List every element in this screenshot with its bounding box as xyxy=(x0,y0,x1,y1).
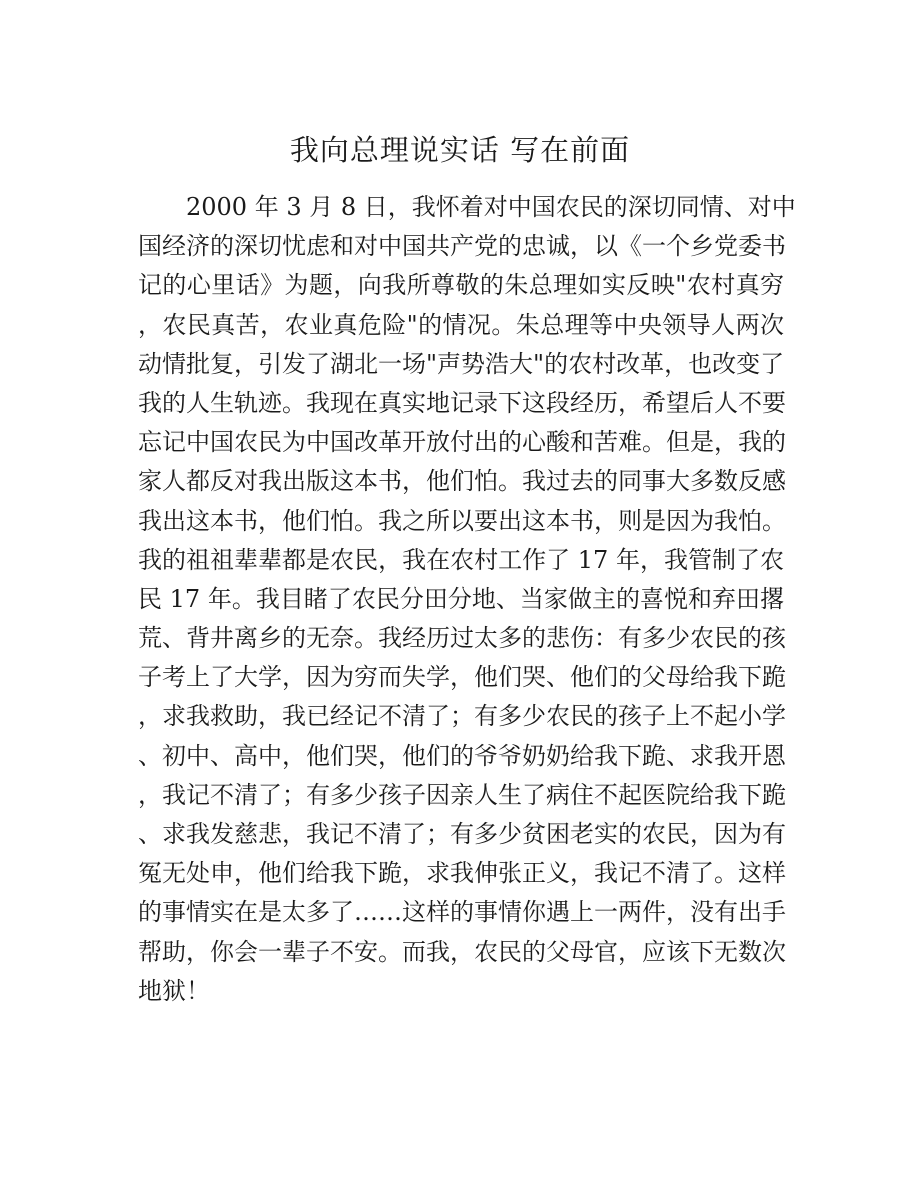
paragraph-line: 2000 年 3 月 8 日，我怀着对中国农民的深切同情、对中 xyxy=(186,193,796,221)
paragraph-line: 家人都反对我出版这本书，他们怕。我过去的同事大多数反感 xyxy=(138,467,786,496)
paragraph-line: 子考上了大学，因为穷而失学，他们哭、他们的父母给我下跪 xyxy=(138,663,786,692)
paragraph-line: ，我记不清了；有多少孩子因亲人生了病住不起医院给我下跪 xyxy=(138,780,786,809)
paragraph-line: 民 17 年。我目睹了农民分田分地、当家做主的喜悦和弃田撂 xyxy=(138,584,784,613)
paragraph-line: 记的心里话》为题，向我所尊敬的朱总理如实反映"农村真穷 xyxy=(138,271,784,300)
paragraph-line: 忘记中国农民为中国改革开放付出的心酸和苦难。但是，我的 xyxy=(138,428,786,457)
paragraph-line: 我的祖祖辈辈都是农民，我在农村工作了 17 年，我管制了农 xyxy=(138,545,784,574)
paragraph-line: 动情批复，引发了湖北一场"声势浩大"的农村改革，也改变了 xyxy=(138,349,785,378)
paragraph-line: ，农民真苦，农业真危险"的情况。朱总理等中央领导人两次 xyxy=(138,310,784,339)
paragraph-line: 地狱！ xyxy=(138,976,210,1005)
document-title: 我向总理说实话 写在前面 xyxy=(289,133,631,167)
paragraph-line: 荒、背井离乡的无奈。我经历过太多的悲伤：有多少农民的孩 xyxy=(138,624,786,653)
paragraph-line: 的事情实在是太多了……这样的事情你遇上一两件，没有出手 xyxy=(138,898,786,927)
paragraph-line: 我出这本书，他们怕。我之所以要出这本书，则是因为我怕。 xyxy=(138,506,786,535)
paragraph-line: 国经济的深切忧虑和对中国共产党的忠诚，以《一个乡党委书 xyxy=(138,232,786,261)
paragraph-line: 、求我发慈悲，我记不清了；有多少贫困老实的农民，因为有 xyxy=(138,820,786,848)
paragraph-line: 我的人生轨迹。我现在真实地记录下这段经历，希望后人不要 xyxy=(138,388,786,417)
paragraph-line: 帮助，你会一辈子不安。而我，农民的父母官，应该下无数次 xyxy=(138,937,786,966)
paragraph-line: 冤无处申，他们给我下跪，求我伸张正义，我记不清了。这样 xyxy=(138,859,786,888)
paragraph-line: 、初中、高中，他们哭，他们的爷爷奶奶给我下跪、求我开恩 xyxy=(138,741,786,770)
document-paragraph xyxy=(138,188,796,1011)
paragraph-line: ，求我救助，我已经记不清了；有多少农民的孩子上不起小学 xyxy=(138,702,786,731)
